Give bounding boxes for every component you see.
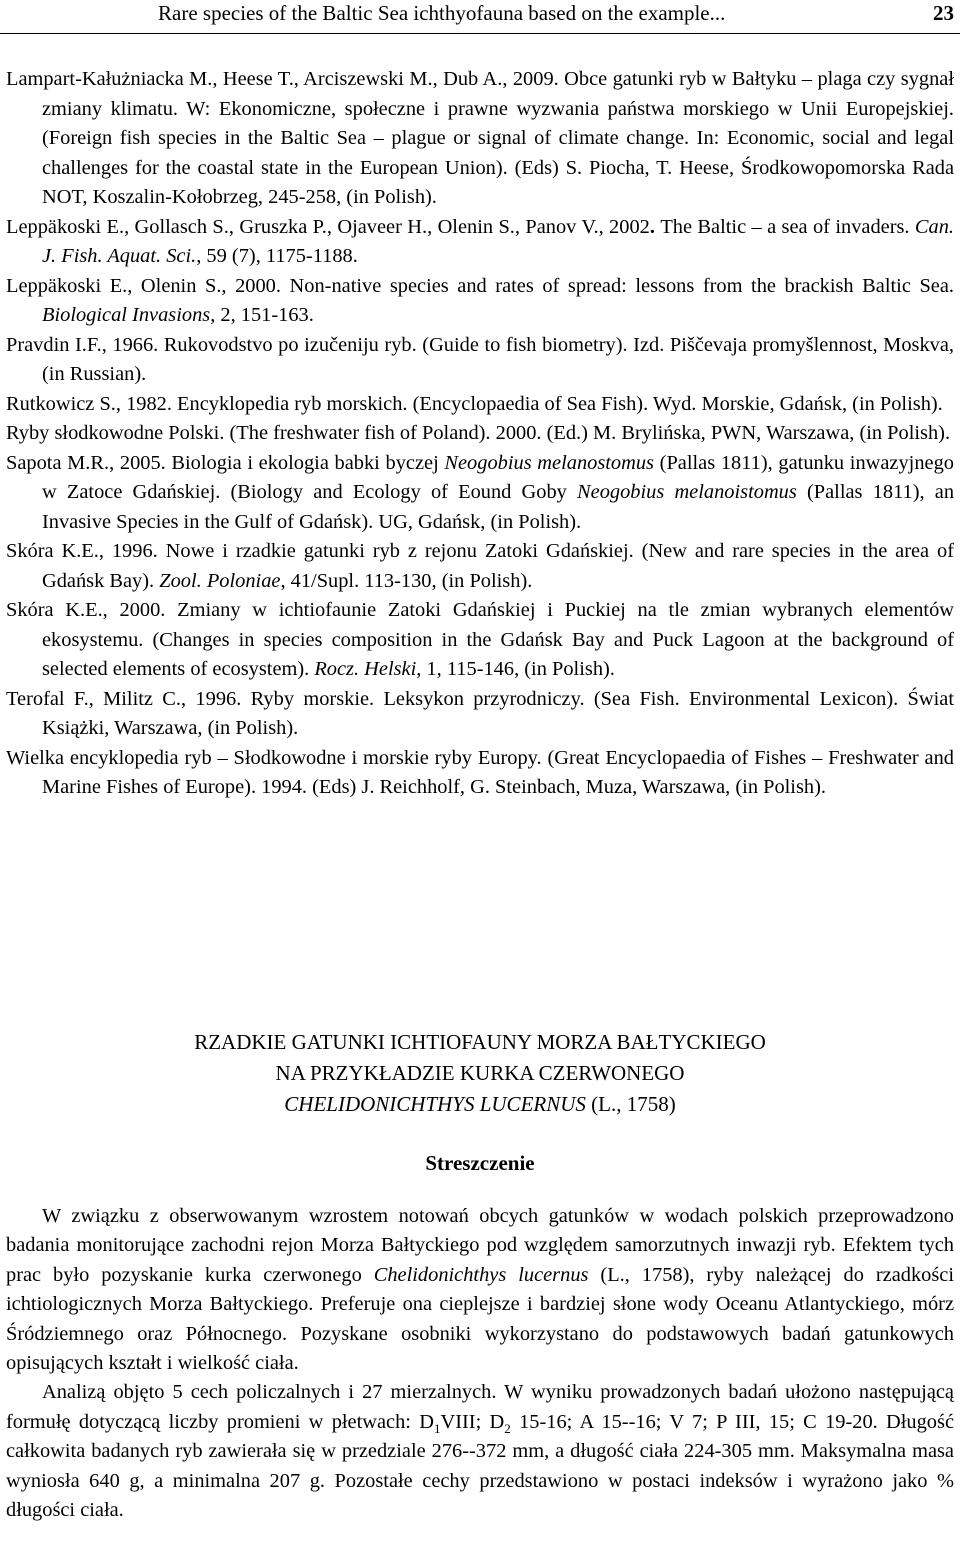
reference-entry [6, 596, 954, 685]
reference-text-segment: . [649, 215, 661, 238]
reference-text-segment: Skóra K.E., 1996. Nowe i rzadkie gatunki ryb z rejonu Zatoki Gdańskiej. (New and rare species in the area of Gdańsk Bay). [6, 540, 954, 592]
reference-text-segment: Ryby słodkowodne Polski. (The freshwater fish of Poland). 2000. (Ed.) M. Brylińska, PWN, Warszawa, (in Polish). [6, 422, 951, 444]
reference-text-segment: Rocz. Helski [314, 658, 417, 680]
reference-text-segment: Rutkowicz S., 1982. Encyklopedia ryb morskich. (Encyclopaedia of Sea Fish). Wyd. Morskie, Gdańsk, (in Polish). [6, 392, 943, 415]
reference-list [6, 65, 954, 803]
reference-entry [6, 744, 954, 803]
reference-text-segment: Skóra K.E., 2000. Zmiany w ichtiofaunie Zatoki Gdańskiej i Puckiej na tle zmian wybranych elementów ekosystemu. (Changes in species composition in the Gdańsk Bay and Puck Lagoon at the background of selected elements of ecosystem). [6, 599, 954, 680]
species-name: CHELIDONICHTHYS LUCERNUS [284, 1092, 586, 1116]
reference-entry [6, 65, 954, 213]
reference-text-segment: , 2, 151-163. [210, 304, 314, 326]
header-rule [0, 33, 960, 34]
abstract-text-segment: (L., 1758), ryby należącej do rzadkości ichtiologicznych Morza Bałtyckiego. Preferuje ona cieplejsze i bardziej słone wody Oceanu Atlantyckiego, mórz Śródziemnego oraz Północnego. Pozyskane osobniki wykorzystano do podstawowych badań gatunkowych opisujących kształt i wielkość ciała. [6, 1263, 954, 1375]
abstract-paragraph [6, 1378, 954, 1525]
reference-entry [6, 449, 954, 538]
reference-text-segment: (Pallas 1811), gatunku inwazyjnego w Zatoce Gdańskiej. (Biology and Ecology of Eound Goby [42, 451, 954, 503]
reference-entry [6, 213, 954, 272]
abstract-paragraph [6, 1202, 954, 1378]
reference-entry [6, 419, 954, 449]
reference-text-segment: Zool. Poloniae [159, 569, 281, 592]
abstract-text-segment: Chelidonichthys lucernus [373, 1263, 589, 1286]
reference-text-segment: Neogobius melanostomus [444, 451, 654, 474]
polish-title-line-3 [0, 1089, 960, 1120]
reference-text-segment: Neogobius melanoistomus [577, 481, 797, 503]
reference-text-segment: (Pallas 1811), an Invasive Species in the Gulf of Gdańsk). UG, Gdańsk, (in Polish). [42, 481, 955, 533]
abstract-body [6, 1202, 954, 1525]
polish-title-line-2: NA PRZYKŁADZIE KURKA CZERWONEGO [275, 1061, 685, 1085]
reference-text-segment: Pravdin I.F., 1966. Rukovodstvo po izučeniju ryb. (Guide to fish biometry). Izd. Piščevaja promyšlennost, Moskva, (in Russian). [6, 333, 954, 385]
reference-text-segment: Terofal F., Militz C., 1996. Ryby morskie. Leksykon przyrodniczy. (Sea Fish. Environmental Lexicon). Świat Książki, Warszawa, (in Polish). [6, 687, 954, 739]
abstract-heading: Streszczenie [425, 1151, 535, 1175]
reference-entry [6, 331, 954, 390]
reference-entry [6, 537, 954, 596]
abstract-text-segment: Analizą objęto 5 cech policzalnych i 27 mierzalnych. W wyniku prowadzonych badań ułożono następującą formułę dotyczącą liczby promieni w płetwach: D [6, 1381, 954, 1433]
polish-title-line-1: RZADKIE GATUNKI ICHTIOFAUNY MORZA BAŁTYCKIEGO [194, 1030, 766, 1054]
reference-text-segment: Biological Invasions [42, 304, 211, 326]
abstract-text-segment: 2 [504, 1420, 511, 1436]
abstract-text-segment: VIII; D [440, 1410, 505, 1433]
reference-text-segment: Wielka encyklopedia ryb – Słodkowodne i morskie ryby Europy. (Great Encyclopaedia of Fishes – Freshwater and Marine Fishes of Europe). 1994. (Eds) J. Reichholf, G. Steinbach, Muza, Warszawa, (in Polish). [6, 746, 954, 798]
reference-text-segment: The Baltic – a sea of invaders. [660, 215, 915, 238]
reference-text-segment: , 59 (7), 1175-1188. [196, 245, 358, 267]
reference-text-segment: , 41/Supl. 113-130, (in Polish). [280, 569, 533, 592]
abstract-text-segment: W związku z obserwowanym wzrostem notowań obcych gatunków w wodach polskich przeprowadzono badania monitorujące zachodni rejon Morza Bałtyckiego pod względem samorzutnych inwazji ryb. Efektem tych prac było pozyskanie kurka czerwonego [6, 1205, 954, 1286]
reference-entry [6, 685, 954, 744]
page-number: 23 [933, 1, 954, 25]
reference-text-segment: Leppäkoski E., Gollasch S., Gruszka P., Ojaveer H., Olenin S., Panov V., 2002 [6, 215, 650, 238]
reference-entry [6, 390, 954, 420]
running-title: Rare species of the Baltic Sea ichthyofauna based on the example... [158, 1, 726, 25]
polish-title [0, 1027, 960, 1120]
species-authority: (L., 1758) [585, 1092, 676, 1116]
reference-text-segment: Can. J. Fish. Aquat. Sci. [42, 215, 954, 267]
abstract-text-segment: 15-16; A 15--16; V 7; P III, 15; C 19-20. Długość całkowita badanych ryb zawierała się w przedziale 276--372 mm, a długość ciała 224-305 mm. Maksymalna masa wyniosła 640 g, a minimalna 207 g. Pozostałe cechy przedstawiono w postaci indeksów i wyrażono jako % długości ciała. [6, 1410, 954, 1522]
reference-text-segment: , 1, 115-146, (in Polish). [416, 658, 615, 680]
reference-text-segment: Leppäkoski E., Olenin S., 2000. Non-native species and rates of spread: lessons from the brackish Baltic Sea. [6, 274, 954, 297]
abstract-text-segment: 1 [434, 1420, 441, 1436]
reference-text-segment: Sapota M.R., 2005. Biologia i ekologia babki byczej [6, 451, 445, 474]
reference-entry [6, 272, 954, 331]
reference-text-segment: Lampart-Kałużniacka M., Heese T., Arciszewski M., Dub A., 2009. Obce gatunki ryb w Bałtyku – plaga czy sygnał zmiany klimatu. W: Ekonomiczne, społeczne i prawne wyzwania państwa morskiego w Unii Europejskiej. (Foreign fish species in the Baltic Sea – plague or signal of climate change. In: Economic, social and legal challenges for the coastal state in the European Union). (Eds) S. Piocha, T. Heese, Środkowopomorska Rada NOT, Koszalin-Kołobrzeg, 245-258, (in Polish). [6, 68, 954, 208]
